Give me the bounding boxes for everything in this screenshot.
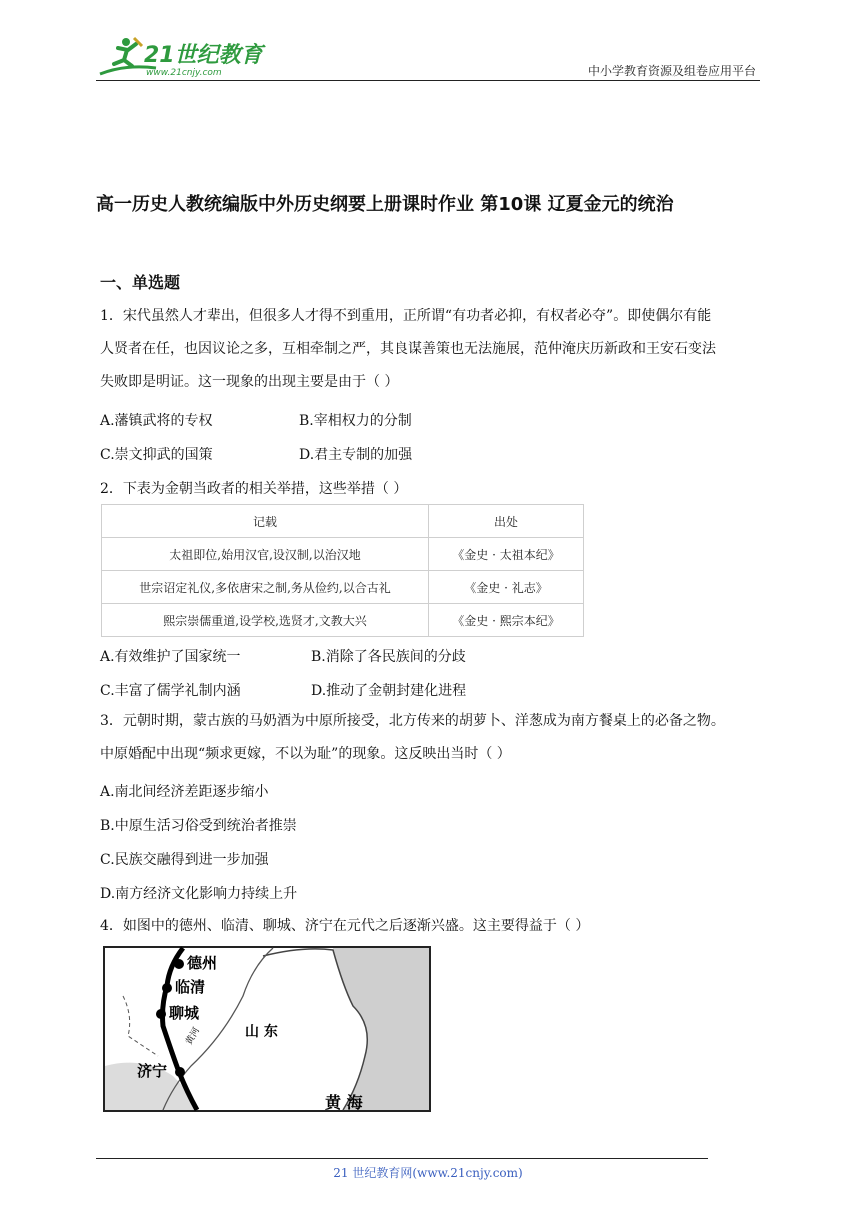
option-b: B.宰相权力的分制 (299, 413, 412, 429)
question-line: 1．宋代虽然人才辈出，但很多人才得不到重用，正所谓“有功者必抑，有权者必夺”。即使偶尔有能 (100, 308, 712, 324)
city-label: 聊城 (169, 1004, 200, 1022)
source-table (101, 504, 584, 637)
option-a: A.有效维护了国家统一 (100, 649, 241, 665)
map-figure (103, 946, 431, 1112)
table-row (102, 571, 584, 604)
section-heading: 一、单选题 (100, 273, 181, 292)
option-a: A.南北间经济差距逐步缩小 (100, 784, 269, 800)
question-4: 4．如图中的德州、临清、聊城、济宁在元代之后逐渐兴盛。这主要得益于（ ） (100, 918, 590, 934)
runner-logo-icon (96, 34, 266, 80)
document-title: 高一历史人教统编版中外历史纲要上册课时作业 第10课 辽夏金元的统治 (96, 194, 674, 215)
table-cell: 世宗诏定礼仪,多依唐宋之制,务从俭约,以合古礼 (102, 571, 429, 604)
city-label: 德州 (187, 954, 218, 972)
option-d: D.推动了金朝封建化进程 (311, 683, 467, 699)
shandong-map (103, 946, 431, 1112)
option-c: C.民族交融得到进一步加强 (100, 852, 269, 868)
option-c: C.丰富了儒学礼制内涵 (100, 683, 241, 699)
sea-label: 黄 海 (325, 1093, 363, 1112)
option-a: A.藩镇武将的专权 (100, 413, 213, 429)
table-header: 记载 (102, 505, 429, 538)
table-header: 出处 (429, 505, 584, 538)
option-d: D.南方经济文化影响力持续上升 (100, 886, 298, 902)
city-label: 临清 (175, 978, 206, 996)
table-row (102, 604, 584, 637)
table-cell: 熙宗崇儒重道,设学校,选贤才,文教大兴 (102, 604, 429, 637)
footer-divider (96, 1158, 708, 1159)
question-line: 中原婚配中出现“频求更嫁，不以为耻”的现象。这反映出当时（ ） (100, 746, 511, 762)
option-b: B.中原生活习俗受到统治者推崇 (100, 818, 297, 834)
logo-url: www.21cnjy.com (146, 68, 222, 78)
question-line: 失败即是明证。这一现象的出现主要是由于（ ） (100, 374, 399, 390)
city-dot (156, 1009, 166, 1019)
question-line: 人贤者在任，也因议论之多，互相牵制之严，其良谋善策也无法施展，范仲淹庆历新政和王安石变法 (100, 341, 716, 357)
option-c: C.崇文抑武的国策 (100, 447, 213, 463)
city-label: 济宁 (137, 1062, 168, 1080)
footer-link[interactable]: 21 世纪教育网(www.21cnjy.com) (333, 1166, 523, 1180)
table-cell: 《金史 · 礼志》 (429, 571, 584, 604)
table-cell: 《金史 · 熙宗本纪》 (429, 604, 584, 637)
city-dot (162, 983, 172, 993)
river-label: 黄河 (184, 1026, 203, 1047)
option-d: D.君主专制的加强 (299, 447, 413, 463)
header-divider (96, 80, 760, 81)
option-b: B.消除了各民族间的分歧 (311, 649, 466, 665)
question-1 (100, 300, 766, 399)
table-header-row (102, 505, 584, 538)
site-name: 中小学教育资源及组卷应用平台 (587, 64, 756, 78)
question-2: 2．下表为金朝当政者的相关举措，这些举措（ ） (100, 481, 408, 497)
question-3 (100, 705, 766, 771)
question-line: 3．元朝时期，蒙古族的马奶酒为中原所接受，北方传来的胡萝卜、洋葱成为南方餐桌上的必备之物。 (100, 713, 725, 729)
table-cell: 太祖即位,始用汉官,设汉制,以治汉地 (102, 538, 429, 571)
table-row (102, 538, 584, 571)
city-dot (175, 1067, 185, 1077)
logo-text: 21世纪教育 (144, 43, 263, 68)
region-label: 山 东 (245, 1024, 278, 1040)
table-cell: 《金史 · 太祖本纪》 (429, 538, 584, 571)
site-logo (96, 34, 266, 80)
city-dot (174, 959, 184, 969)
